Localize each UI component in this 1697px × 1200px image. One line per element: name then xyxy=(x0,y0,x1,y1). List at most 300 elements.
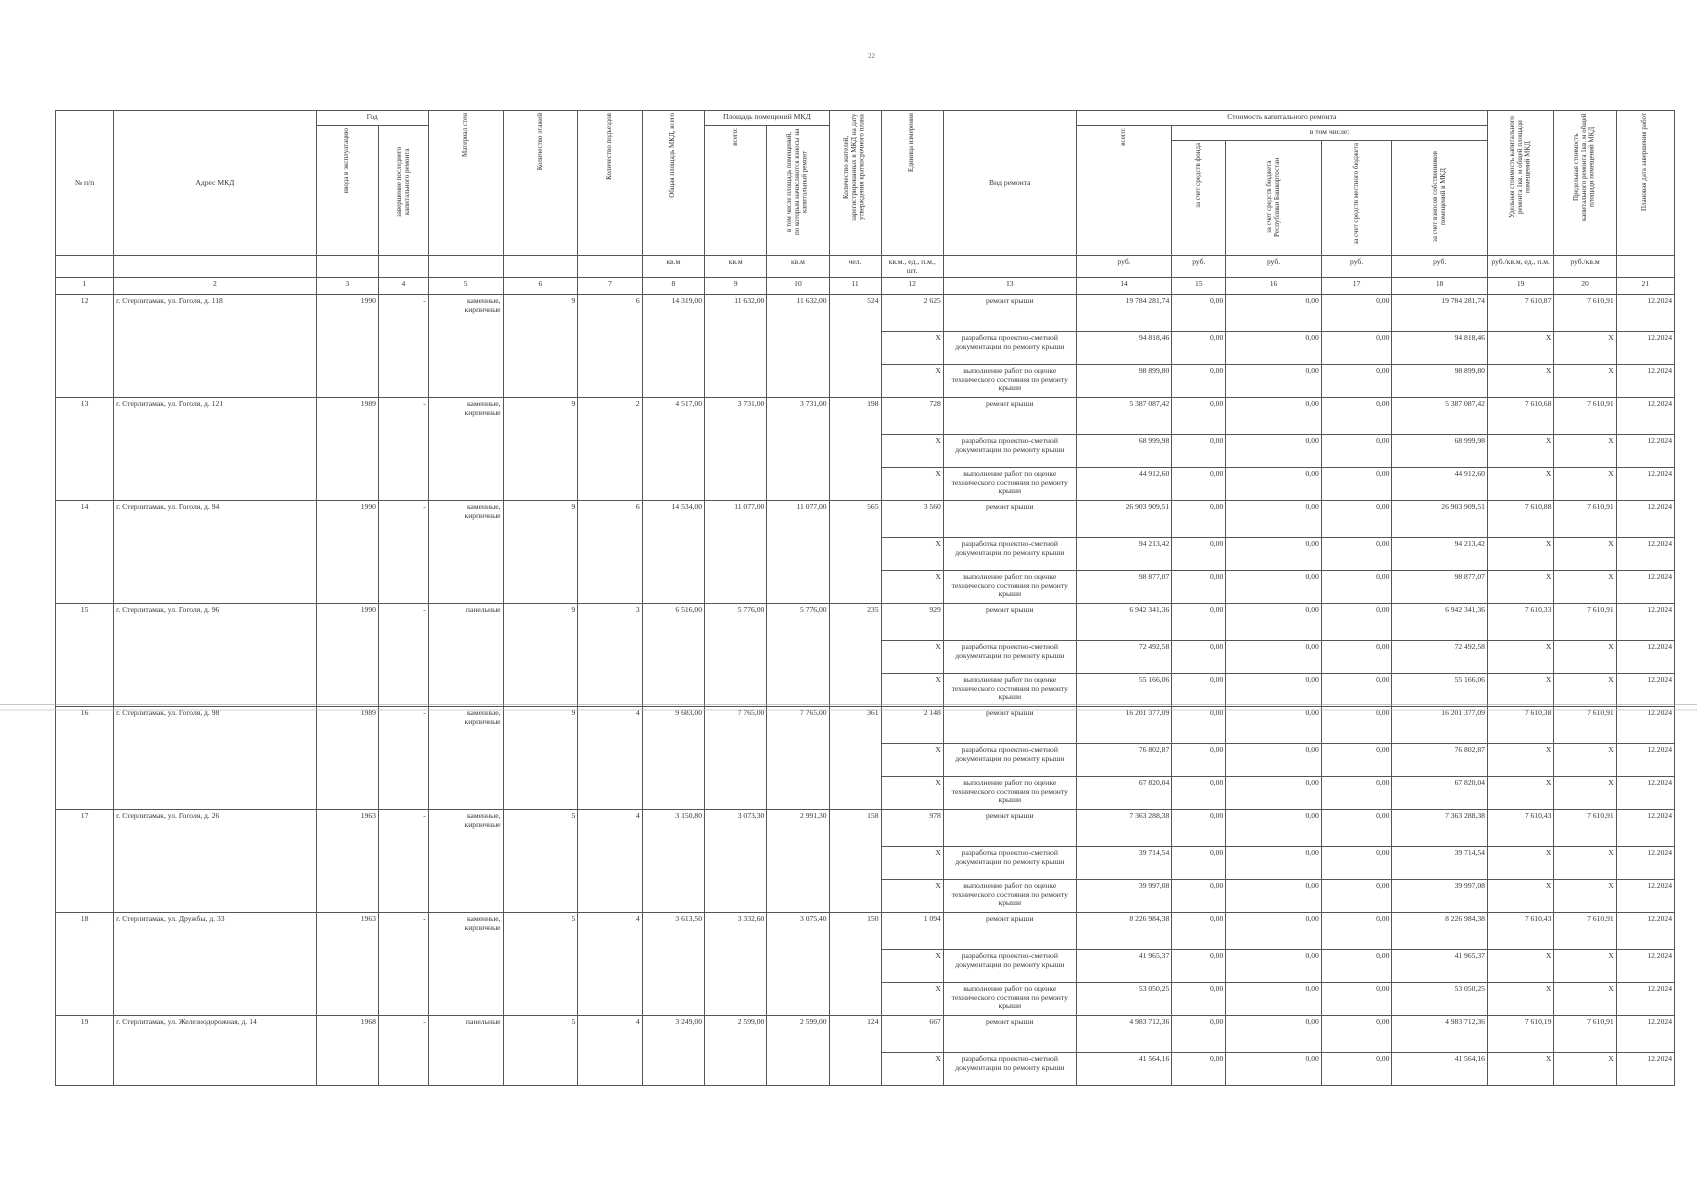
plan-date: 12.2024 xyxy=(1616,641,1674,674)
entrances-count: 6 xyxy=(578,295,642,398)
unit-cost: X xyxy=(1487,538,1553,571)
floors-count: 9 xyxy=(503,604,578,707)
plan-date: 12.2024 xyxy=(1616,332,1674,365)
header-address xyxy=(114,111,317,256)
cost-fund: 0,00 xyxy=(1172,913,1226,950)
cost-republic-budget: 0,00 xyxy=(1226,295,1322,332)
page-number: 22 xyxy=(868,52,875,60)
header-unit-cost xyxy=(1487,111,1553,256)
plan-date: 12.2024 xyxy=(1616,810,1674,847)
unit-cost: 7 610,68 xyxy=(1487,398,1553,435)
limit-cost: 7 610,91 xyxy=(1554,810,1616,847)
unit-cost: X xyxy=(1487,983,1553,1016)
cost-total: 67 820,04 xyxy=(1076,777,1172,810)
unit-cell-4 xyxy=(378,256,428,278)
premises-area: 7 765,00 xyxy=(705,707,767,810)
cost-total: 98 877,07 xyxy=(1076,571,1172,604)
unit-quantity: X xyxy=(881,674,943,707)
plan-date: 12.2024 xyxy=(1616,707,1674,744)
cost-fund: 0,00 xyxy=(1172,604,1226,641)
cost-local-budget: 0,00 xyxy=(1321,1053,1392,1086)
work-type: ремонт крыши xyxy=(943,295,1076,332)
unit-cost: X xyxy=(1487,435,1553,468)
unit-quantity: 2 625 xyxy=(881,295,943,332)
unit-cost: 7 610,43 xyxy=(1487,810,1553,847)
work-type: ремонт крыши xyxy=(943,913,1076,950)
cost-total: 98 899,80 xyxy=(1076,365,1172,398)
limit-cost: 7 610,91 xyxy=(1554,604,1616,641)
cost-fund: 0,00 xyxy=(1172,295,1226,332)
cost-republic-budget: 0,00 xyxy=(1226,468,1322,501)
building-address: г. Стерлитамак, ул. Гоголя, д. 94 xyxy=(114,501,317,604)
building-address: г. Стерлитамак, ул. Гоголя, д. 121 xyxy=(114,398,317,501)
cost-total: 4 983 712,36 xyxy=(1076,1016,1172,1053)
header-floors-label: Количество этажей xyxy=(535,113,544,171)
header-cost-total xyxy=(1076,126,1172,256)
row-number: 18 xyxy=(56,913,114,1016)
column-number: 3 xyxy=(316,278,378,295)
unit-cell-6 xyxy=(503,256,578,278)
last-repair-year: - xyxy=(378,1016,428,1086)
cost-total: 7 363 288,38 xyxy=(1076,810,1172,847)
table-row xyxy=(56,810,1675,847)
residents-count: 524 xyxy=(829,295,881,398)
unit-quantity: 2 148 xyxy=(881,707,943,744)
unit-cell-9: кв.м xyxy=(705,256,767,278)
cost-fund: 0,00 xyxy=(1172,880,1226,913)
commission-year: 1963 xyxy=(316,913,378,1016)
header-owners-label: за счет взносов собственников помещений в МКД xyxy=(1430,151,1447,243)
header-num-label: № п/п xyxy=(74,177,95,187)
cost-total: 76 802,87 xyxy=(1076,744,1172,777)
unit-quantity: X xyxy=(881,365,943,398)
cost-total: 94 818,46 xyxy=(1076,332,1172,365)
last-repair-year: - xyxy=(378,913,428,1016)
limit-cost: 7 610,91 xyxy=(1554,398,1616,435)
premises-area: 11 632,00 xyxy=(705,295,767,398)
plan-date: 12.2024 xyxy=(1616,983,1674,1016)
unit-cell-11: чел. xyxy=(829,256,881,278)
column-number: 7 xyxy=(578,278,642,295)
cost-republic-budget: 0,00 xyxy=(1226,674,1322,707)
plan-date: 12.2024 xyxy=(1616,571,1674,604)
cost-owners: 98 877,07 xyxy=(1392,571,1488,604)
work-type: разработка проектно-сметной документации по ремонту крыши xyxy=(943,538,1076,571)
total-area: 14 534,00 xyxy=(642,501,704,604)
row-number: 13 xyxy=(56,398,114,501)
cost-republic-budget: 0,00 xyxy=(1226,571,1322,604)
unit-quantity: X xyxy=(881,538,943,571)
work-type: разработка проектно-сметной документации по ремонту крыши xyxy=(943,332,1076,365)
unit-quantity: X xyxy=(881,641,943,674)
cost-total: 44 912,60 xyxy=(1076,468,1172,501)
cost-local-budget: 0,00 xyxy=(1321,707,1392,744)
cost-fund: 0,00 xyxy=(1172,641,1226,674)
unit-quantity: 929 xyxy=(881,604,943,641)
last-repair-year: - xyxy=(378,295,428,398)
unit-cell-5 xyxy=(428,256,503,278)
cost-owners: 26 903 909,51 xyxy=(1392,501,1488,538)
cost-owners: 67 820,04 xyxy=(1392,777,1488,810)
cost-local-budget: 0,00 xyxy=(1321,983,1392,1016)
cost-local-budget: 0,00 xyxy=(1321,468,1392,501)
cost-local-budget: 0,00 xyxy=(1321,604,1392,641)
total-area: 6 516,00 xyxy=(642,604,704,707)
cost-total: 26 903 909,51 xyxy=(1076,501,1172,538)
limit-cost: X xyxy=(1554,847,1616,880)
cost-republic-budget: 0,00 xyxy=(1226,880,1322,913)
last-repair-year: - xyxy=(378,604,428,707)
entrances-count: 3 xyxy=(578,604,642,707)
header-year-group: Год xyxy=(316,111,428,126)
cost-fund: 0,00 xyxy=(1172,1053,1226,1086)
cost-local-budget: 0,00 xyxy=(1321,744,1392,777)
limit-cost: X xyxy=(1554,744,1616,777)
unit-quantity: X xyxy=(881,880,943,913)
cost-owners: 16 201 377,09 xyxy=(1392,707,1488,744)
plan-date: 12.2024 xyxy=(1616,468,1674,501)
cost-fund: 0,00 xyxy=(1172,847,1226,880)
table-body xyxy=(56,295,1675,1086)
cost-owners: 72 492,58 xyxy=(1392,641,1488,674)
header-last-repair xyxy=(378,126,428,256)
unit-quantity: 1 094 xyxy=(881,913,943,950)
cost-fund: 0,00 xyxy=(1172,468,1226,501)
premises-area: 3 332,60 xyxy=(705,913,767,1016)
work-type: ремонт крыши xyxy=(943,810,1076,847)
plan-date: 12.2024 xyxy=(1616,604,1674,641)
limit-cost: X xyxy=(1554,674,1616,707)
unit-cell-14: руб. xyxy=(1076,256,1172,278)
unit-cost: 7 610,19 xyxy=(1487,1016,1553,1053)
plan-date: 12.2024 xyxy=(1616,847,1674,880)
column-number: 21 xyxy=(1616,278,1674,295)
work-type: выполнение работ по оценке технического состояния по ремонту крыши xyxy=(943,777,1076,810)
cost-total: 5 387 087,42 xyxy=(1076,398,1172,435)
unit-cell-10: кв.м xyxy=(767,256,829,278)
header-commission-year-label: ввода в эксплуатацию xyxy=(342,128,351,194)
limit-cost: X xyxy=(1554,1053,1616,1086)
unit-quantity: X xyxy=(881,332,943,365)
document-table-wrapper xyxy=(55,110,1675,1086)
building-address: г. Стерлитамак, ул. Гоголя, д. 26 xyxy=(114,810,317,913)
header-republic-budget xyxy=(1226,141,1322,256)
column-number: 13 xyxy=(943,278,1076,295)
commission-year: 1990 xyxy=(316,501,378,604)
cost-republic-budget: 0,00 xyxy=(1226,777,1322,810)
plan-date: 12.2024 xyxy=(1616,501,1674,538)
unit-cost: X xyxy=(1487,744,1553,777)
cost-owners: 68 999,98 xyxy=(1392,435,1488,468)
unit-quantity: 667 xyxy=(881,1016,943,1053)
header-owners xyxy=(1392,141,1488,256)
header-cost-group: Стоимость капитального ремонта xyxy=(1076,111,1487,126)
cost-fund: 0,00 xyxy=(1172,435,1226,468)
cost-republic-budget: 0,00 xyxy=(1226,538,1322,571)
cost-local-budget: 0,00 xyxy=(1321,950,1392,983)
limit-cost: X xyxy=(1554,983,1616,1016)
cost-total: 8 226 984,38 xyxy=(1076,913,1172,950)
limit-cost: X xyxy=(1554,365,1616,398)
residents-count: 158 xyxy=(829,810,881,913)
header-total-area-label: Общая площадь МКД, всего xyxy=(668,113,677,198)
header-unit-cost-label: Удельная стоимость капитального ремонта 1кв. м общей площади помещений МКД xyxy=(1507,116,1532,218)
cost-republic-budget: 0,00 xyxy=(1226,847,1322,880)
entrances-count: 4 xyxy=(578,1016,642,1086)
header-wall-label: Материал стен xyxy=(460,113,469,157)
premises-area: 2 599,00 xyxy=(705,1016,767,1086)
floors-count: 9 xyxy=(503,707,578,810)
unit-quantity: X xyxy=(881,435,943,468)
residents-count: 150 xyxy=(829,913,881,1016)
column-number: 4 xyxy=(378,278,428,295)
row-number: 14 xyxy=(56,501,114,604)
plan-date: 12.2024 xyxy=(1616,744,1674,777)
cost-republic-budget: 0,00 xyxy=(1226,332,1322,365)
limit-cost: X xyxy=(1554,435,1616,468)
header-entrances xyxy=(578,111,642,256)
commission-year: 1968 xyxy=(316,1016,378,1086)
unit-cell-1 xyxy=(56,256,114,278)
cost-total: 53 050,25 xyxy=(1076,983,1172,1016)
cost-republic-budget: 0,00 xyxy=(1226,604,1322,641)
cost-republic-budget: 0,00 xyxy=(1226,501,1322,538)
work-type: выполнение работ по оценке технического состояния по ремонту крыши xyxy=(943,468,1076,501)
cost-fund: 0,00 xyxy=(1172,810,1226,847)
column-number: 17 xyxy=(1321,278,1392,295)
header-local-budget xyxy=(1321,141,1392,256)
plan-date: 12.2024 xyxy=(1616,538,1674,571)
wall-material: каменные, кирпичные xyxy=(428,810,503,913)
entrances-count: 4 xyxy=(578,707,642,810)
cost-owners: 7 363 288,38 xyxy=(1392,810,1488,847)
column-number: 20 xyxy=(1554,278,1616,295)
unit-cost: X xyxy=(1487,641,1553,674)
header-residents xyxy=(829,111,881,256)
floors-count: 9 xyxy=(503,295,578,398)
cost-republic-budget: 0,00 xyxy=(1226,950,1322,983)
column-number: 1 xyxy=(56,278,114,295)
unit-cell-3 xyxy=(316,256,378,278)
column-number: 2 xyxy=(114,278,317,295)
cost-republic-budget: 0,00 xyxy=(1226,983,1322,1016)
unit-quantity: 728 xyxy=(881,398,943,435)
unit-cost: 7 610,33 xyxy=(1487,604,1553,641)
contrib-area: 11 632,00 xyxy=(767,295,829,398)
header-limit-cost xyxy=(1554,111,1616,256)
building-address: г. Стерлитамак, ул. Гоголя, д. 98 xyxy=(114,707,317,810)
limit-cost: X xyxy=(1554,950,1616,983)
limit-cost: 7 610,91 xyxy=(1554,501,1616,538)
work-type: ремонт крыши xyxy=(943,1016,1076,1053)
plan-date: 12.2024 xyxy=(1616,398,1674,435)
cost-local-budget: 0,00 xyxy=(1321,295,1392,332)
cost-republic-budget: 0,00 xyxy=(1226,365,1322,398)
total-area: 4 517,00 xyxy=(642,398,704,501)
premises-area: 11 077,00 xyxy=(705,501,767,604)
plan-date: 12.2024 xyxy=(1616,674,1674,707)
unit-cell-12: кв.м., ед., п.м., шт. xyxy=(881,256,943,278)
cost-republic-budget: 0,00 xyxy=(1226,398,1322,435)
plan-date: 12.2024 xyxy=(1616,1016,1674,1053)
cost-local-budget: 0,00 xyxy=(1321,777,1392,810)
cost-owners: 6 942 341,36 xyxy=(1392,604,1488,641)
limit-cost: 7 610,91 xyxy=(1554,295,1616,332)
wall-material: каменные, кирпичные xyxy=(428,398,503,501)
cost-owners: 39 997,08 xyxy=(1392,880,1488,913)
contrib-area: 3 075,40 xyxy=(767,913,829,1016)
unit-cost: 7 610,43 xyxy=(1487,913,1553,950)
limit-cost: X xyxy=(1554,641,1616,674)
cost-total: 39 714,54 xyxy=(1076,847,1172,880)
cost-owners: 5 387 087,42 xyxy=(1392,398,1488,435)
plan-date: 12.2024 xyxy=(1616,365,1674,398)
header-entrances-label: Количество подъездов xyxy=(605,113,614,180)
column-number: 9 xyxy=(705,278,767,295)
cost-owners: 94 818,46 xyxy=(1392,332,1488,365)
cost-owners: 41 564,16 xyxy=(1392,1053,1488,1086)
column-number: 12 xyxy=(881,278,943,295)
wall-material: каменные, кирпичные xyxy=(428,707,503,810)
work-type: разработка проектно-сметной документации по ремонту крыши xyxy=(943,847,1076,880)
floors-count: 9 xyxy=(503,398,578,501)
entrances-count: 6 xyxy=(578,501,642,604)
work-type: разработка проектно-сметной документации по ремонту крыши xyxy=(943,744,1076,777)
column-number: 16 xyxy=(1226,278,1322,295)
work-type: ремонт крыши xyxy=(943,501,1076,538)
limit-cost: 7 610,91 xyxy=(1554,1016,1616,1053)
last-repair-year: - xyxy=(378,501,428,604)
work-type: выполнение работ по оценке технического состояния по ремонту крыши xyxy=(943,880,1076,913)
premises-area: 3 731,00 xyxy=(705,398,767,501)
cost-republic-budget: 0,00 xyxy=(1226,1016,1322,1053)
unit-quantity: X xyxy=(881,847,943,880)
work-type: разработка проектно-сметной документации по ремонту крыши xyxy=(943,1053,1076,1086)
cost-owners: 55 166,06 xyxy=(1392,674,1488,707)
commission-year: 1990 xyxy=(316,604,378,707)
table-row xyxy=(56,501,1675,538)
cost-owners: 19 784 281,74 xyxy=(1392,295,1488,332)
cost-fund: 0,00 xyxy=(1172,398,1226,435)
cost-fund: 0,00 xyxy=(1172,538,1226,571)
unit-cell-19: руб./кв.м, ед., п.м. xyxy=(1487,256,1553,278)
cost-total: 19 784 281,74 xyxy=(1076,295,1172,332)
unit-cell-17: руб. xyxy=(1321,256,1392,278)
wall-material: каменные, кирпичные xyxy=(428,295,503,398)
column-number: 11 xyxy=(829,278,881,295)
unit-cost: 7 610,38 xyxy=(1487,707,1553,744)
unit-cell-18: руб. xyxy=(1392,256,1488,278)
header-last-repair-label: завершение последнего капитального ремонта xyxy=(394,146,411,218)
cost-local-budget: 0,00 xyxy=(1321,435,1392,468)
cost-total: 39 997,08 xyxy=(1076,880,1172,913)
header-plan-date xyxy=(1616,111,1674,256)
cost-republic-budget: 0,00 xyxy=(1226,707,1322,744)
column-number: 8 xyxy=(642,278,704,295)
total-area: 3 613,50 xyxy=(642,913,704,1016)
column-number: 6 xyxy=(503,278,578,295)
header-work-type-label: Вид ремонта xyxy=(989,177,1031,187)
total-area: 9 683,00 xyxy=(642,707,704,810)
unit-cost: X xyxy=(1487,674,1553,707)
unit-cell-13 xyxy=(943,256,1076,278)
unit-cell-20: руб./кв.м xyxy=(1554,256,1616,278)
header-fund xyxy=(1172,141,1226,256)
work-type: выполнение работ по оценке технического состояния по ремонту крыши xyxy=(943,571,1076,604)
work-type: разработка проектно-сметной документации по ремонту крыши xyxy=(943,641,1076,674)
cost-fund: 0,00 xyxy=(1172,674,1226,707)
unit-cost: X xyxy=(1487,468,1553,501)
contrib-area: 11 077,00 xyxy=(767,501,829,604)
wall-material: панельные xyxy=(428,1016,503,1086)
units-row xyxy=(56,256,1675,278)
unit-cost: X xyxy=(1487,1053,1553,1086)
work-type: ремонт крыши xyxy=(943,604,1076,641)
unit-cell-21 xyxy=(1616,256,1674,278)
commission-year: 1963 xyxy=(316,810,378,913)
cost-total: 55 166,06 xyxy=(1076,674,1172,707)
commission-year: 1990 xyxy=(316,295,378,398)
contrib-area: 5 776,00 xyxy=(767,604,829,707)
cost-owners: 41 965,37 xyxy=(1392,950,1488,983)
unit-cell-2 xyxy=(114,256,317,278)
header-address-label: Адрес МКД xyxy=(195,177,235,187)
residents-count: 565 xyxy=(829,501,881,604)
cost-fund: 0,00 xyxy=(1172,571,1226,604)
header-area-group: Площадь помещений МКД xyxy=(705,111,830,126)
work-type: разработка проектно-сметной документации по ремонту крыши xyxy=(943,950,1076,983)
residents-count: 361 xyxy=(829,707,881,810)
commission-year: 1989 xyxy=(316,398,378,501)
unit-quantity: X xyxy=(881,777,943,810)
header-local-budget-label: за счет средств местного бюджета xyxy=(1351,143,1360,245)
cost-republic-budget: 0,00 xyxy=(1226,810,1322,847)
contrib-area: 3 731,00 xyxy=(767,398,829,501)
cost-total: 41 965,37 xyxy=(1076,950,1172,983)
unit-cost: X xyxy=(1487,571,1553,604)
cost-fund: 0,00 xyxy=(1172,744,1226,777)
header-commission-year xyxy=(316,126,378,256)
scan-artifact-band xyxy=(0,709,1697,711)
cost-fund: 0,00 xyxy=(1172,365,1226,398)
unit-cell-8: кв.м xyxy=(642,256,704,278)
wall-material: каменные, кирпичные xyxy=(428,501,503,604)
limit-cost: X xyxy=(1554,571,1616,604)
row-number: 15 xyxy=(56,604,114,707)
limit-cost: X xyxy=(1554,538,1616,571)
building-address: г. Стерлитамак, ул. Железнодорожная, д. 14 xyxy=(114,1016,317,1086)
premises-area: 5 776,00 xyxy=(705,604,767,707)
unit-cell-7 xyxy=(578,256,642,278)
work-type: ремонт крыши xyxy=(943,398,1076,435)
contrib-area: 7 765,00 xyxy=(767,707,829,810)
cost-republic-budget: 0,00 xyxy=(1226,435,1322,468)
cost-fund: 0,00 xyxy=(1172,501,1226,538)
table-row xyxy=(56,1016,1675,1053)
work-type: выполнение работ по оценке технического состояния по ремонту крыши xyxy=(943,983,1076,1016)
work-type: разработка проектно-сметной документации по ремонту крыши xyxy=(943,435,1076,468)
plan-date: 12.2024 xyxy=(1616,777,1674,810)
table-row xyxy=(56,913,1675,950)
building-address: г. Стерлитамак, ул. Гоголя, д. 118 xyxy=(114,295,317,398)
building-address: г. Стерлитамак, ул. Дружбы, д. 33 xyxy=(114,913,317,1016)
cost-republic-budget: 0,00 xyxy=(1226,641,1322,674)
header-unit-label: Единица измерения xyxy=(907,113,916,172)
header-unit xyxy=(881,111,943,256)
entrances-count: 4 xyxy=(578,913,642,1016)
cost-owners: 98 899,80 xyxy=(1392,365,1488,398)
unit-quantity: 3 560 xyxy=(881,501,943,538)
